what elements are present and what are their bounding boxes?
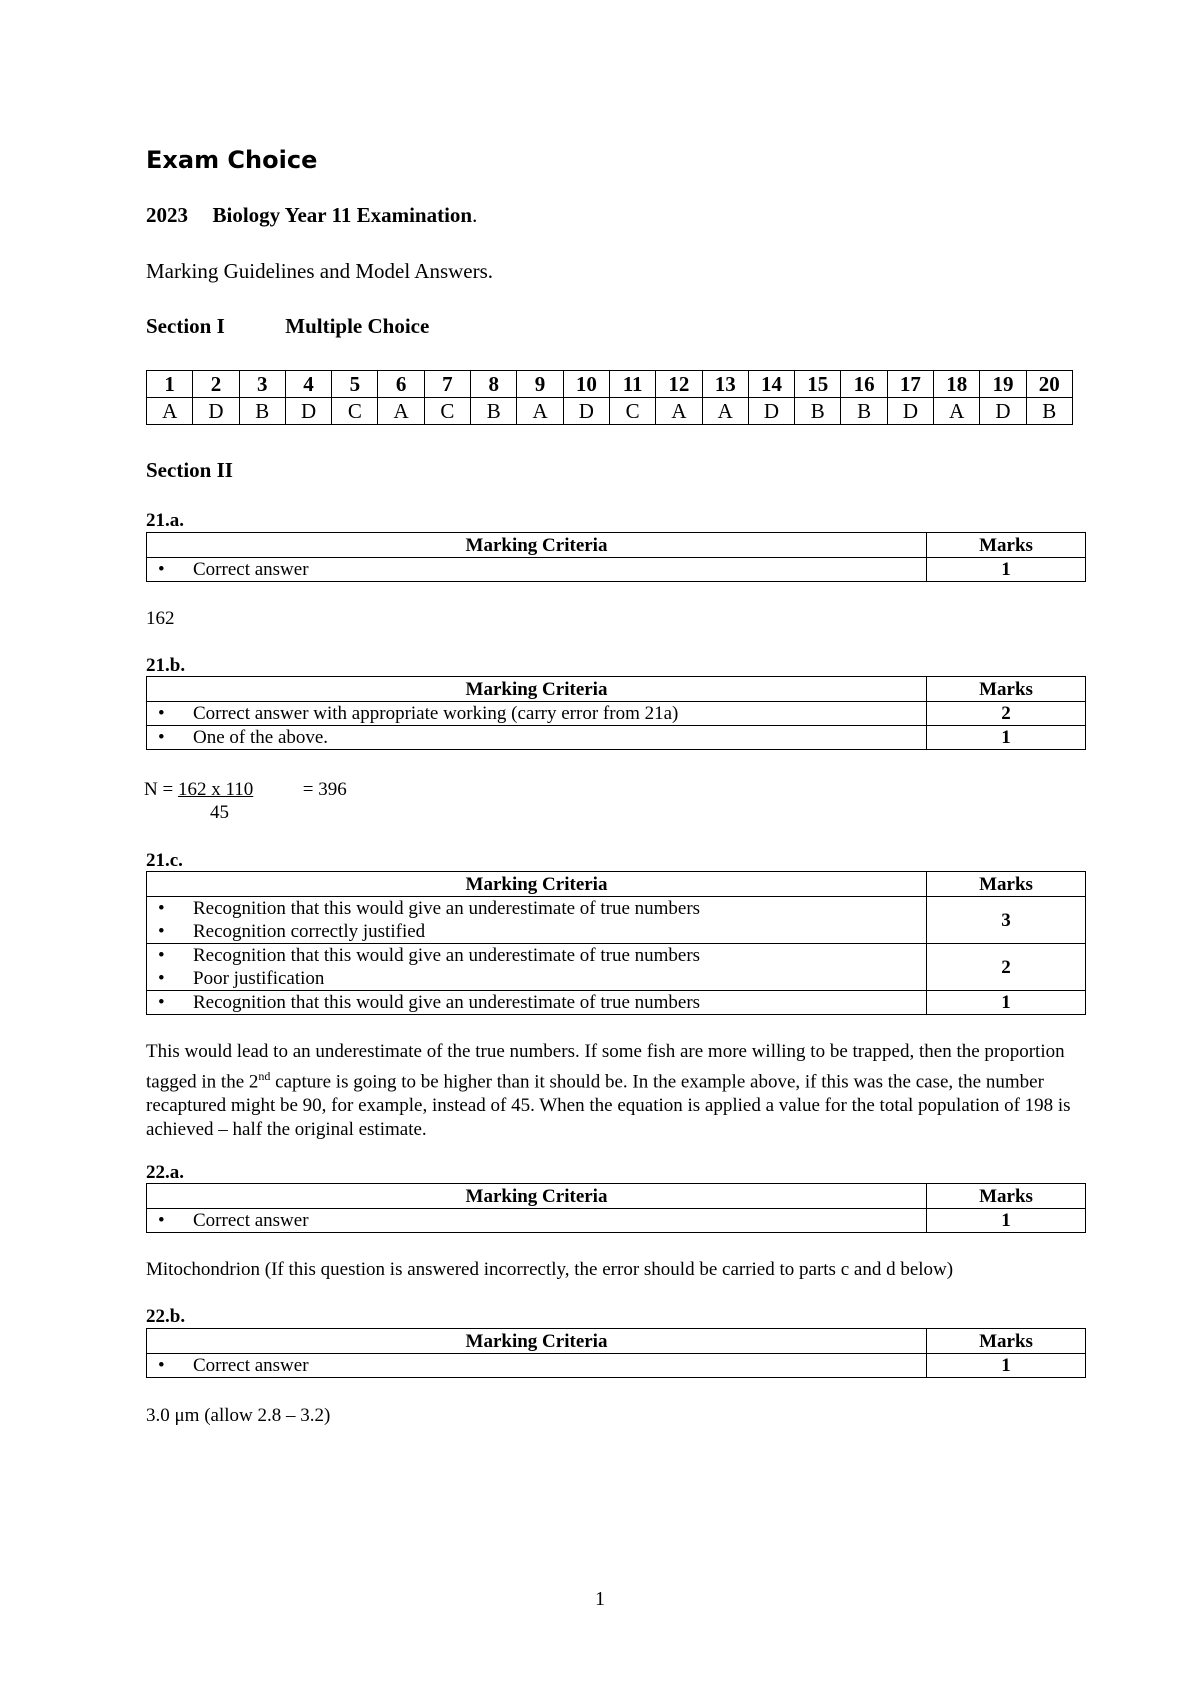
section1-heading bbox=[146, 314, 429, 339]
page-number: 1 bbox=[595, 1588, 605, 1610]
mc-answer: A bbox=[702, 398, 748, 425]
mc-answer: C bbox=[332, 398, 378, 425]
section2-heading: Section II bbox=[146, 458, 233, 482]
criteria-row bbox=[147, 1209, 1086, 1233]
mc-answer: B bbox=[795, 398, 841, 425]
criteria-row bbox=[147, 944, 1086, 991]
criteria-bullet: • One of the above. bbox=[193, 726, 926, 749]
criteria-cell bbox=[147, 558, 927, 582]
subtitle: Marking Guidelines and Model Answers. bbox=[146, 259, 494, 283]
criteria-cell bbox=[147, 991, 927, 1015]
mc-answer: C bbox=[424, 398, 470, 425]
exam-title: Biology Year 11 Examination bbox=[212, 203, 473, 227]
criteria-cell bbox=[147, 1354, 927, 1378]
mc-answer: C bbox=[609, 398, 655, 425]
marks-cell: 1 bbox=[927, 1209, 1086, 1233]
criteria-cell bbox=[147, 726, 927, 750]
criteria-cell bbox=[147, 897, 927, 944]
marks-cell: 3 bbox=[927, 897, 1086, 944]
mc-question-number: 6 bbox=[378, 371, 424, 398]
marking-criteria-table-21b bbox=[146, 676, 1086, 750]
marking-criteria-table-22b bbox=[146, 1328, 1086, 1378]
working-numerator: 162 x 110 bbox=[177, 779, 254, 800]
answer-22a: Mitochondrion (If this question is answered incorrectly, the error should be carried to parts c and d below) bbox=[146, 1259, 954, 1280]
mc-answer: D bbox=[193, 398, 239, 425]
mc-answer: A bbox=[378, 398, 424, 425]
criteria-cell bbox=[147, 1209, 927, 1233]
mc-question-number: 3 bbox=[239, 371, 285, 398]
working-prefix: N = bbox=[144, 779, 178, 800]
exam-title-line: 2023 Biology Year 11 Examination. bbox=[146, 203, 478, 227]
mc-question-number: 15 bbox=[795, 371, 841, 398]
mc-answer: D bbox=[748, 398, 794, 425]
criteria-cell bbox=[147, 944, 927, 991]
mc-answer: B bbox=[239, 398, 285, 425]
criteria-bullet: • Recognition correctly justified bbox=[193, 920, 926, 943]
answer-21c-superscript: nd bbox=[258, 1069, 271, 1083]
criteria-bullet: • Recognition that this would give an underestimate of true numbers bbox=[193, 897, 926, 920]
criteria-row bbox=[147, 558, 1086, 582]
mc-answer: A bbox=[934, 398, 980, 425]
criteria-row bbox=[147, 726, 1086, 750]
mc-answer: A bbox=[656, 398, 702, 425]
mc-question-number: 4 bbox=[285, 371, 331, 398]
section1-title: Multiple Choice bbox=[285, 314, 430, 338]
mc-question-number: 7 bbox=[424, 371, 470, 398]
criteria-bullet: • Poor justification bbox=[193, 967, 926, 990]
marking-criteria-table-21a bbox=[146, 532, 1086, 582]
answer-21b-working bbox=[144, 778, 1084, 802]
criteria-row bbox=[147, 702, 1086, 726]
mc-answer: A bbox=[147, 398, 193, 425]
mc-question-number: 13 bbox=[702, 371, 748, 398]
question-21b-label: 21.b. bbox=[146, 655, 186, 676]
marks-cell: 1 bbox=[927, 558, 1086, 582]
criteria-header: Marking Criteria bbox=[147, 1184, 927, 1209]
answer-21c bbox=[146, 1040, 1086, 1142]
criteria-header: Marking Criteria bbox=[147, 677, 927, 702]
mc-question-number: 8 bbox=[471, 371, 517, 398]
working-result: = 396 bbox=[302, 779, 347, 800]
exam-year: 2023 bbox=[146, 203, 188, 227]
question-22b-label: 22.b. bbox=[146, 1306, 186, 1327]
answer-21c-text-2: capture is going to be higher than it should be. In the example above, if this was the case, the number recaptured might be 90, for example, instead of 45. When the equation is applied a value for the total population of 198 is achieved – half the original estimate. bbox=[146, 1071, 1071, 1141]
mc-question-number: 17 bbox=[887, 371, 933, 398]
mc-question-number: 11 bbox=[609, 371, 655, 398]
question-22a-label: 22.a. bbox=[146, 1162, 184, 1183]
mc-question-number: 5 bbox=[332, 371, 378, 398]
criteria-header: Marking Criteria bbox=[147, 533, 927, 558]
criteria-row bbox=[147, 991, 1086, 1015]
marks-header: Marks bbox=[927, 872, 1086, 897]
section1-label: Section I bbox=[146, 314, 225, 338]
mc-answer: D bbox=[980, 398, 1026, 425]
mc-question-number: 12 bbox=[656, 371, 702, 398]
marks-header: Marks bbox=[927, 1329, 1086, 1354]
marking-criteria-table-22a bbox=[146, 1183, 1086, 1233]
mc-answer: B bbox=[471, 398, 517, 425]
criteria-bullet: • Correct answer with appropriate working (carry error from 21a) bbox=[193, 702, 926, 725]
mc-answer: B bbox=[1026, 398, 1072, 425]
marks-header: Marks bbox=[927, 677, 1086, 702]
mc-question-number: 14 bbox=[748, 371, 794, 398]
mc-answer: D bbox=[887, 398, 933, 425]
marks-cell: 1 bbox=[927, 991, 1086, 1015]
working-denominator: 45 bbox=[210, 802, 229, 823]
mc-question-number: 18 bbox=[934, 371, 980, 398]
criteria-cell bbox=[147, 702, 927, 726]
marks-header: Marks bbox=[927, 533, 1086, 558]
criteria-bullet: • Recognition that this would give an underestimate of true numbers bbox=[193, 991, 926, 1014]
criteria-header: Marking Criteria bbox=[147, 872, 927, 897]
marking-criteria-table-21c bbox=[146, 871, 1086, 1015]
mc-question-number: 9 bbox=[517, 371, 563, 398]
mc-question-number: 20 bbox=[1026, 371, 1072, 398]
marks-cell: 1 bbox=[927, 726, 1086, 750]
brand-title: Exam Choice bbox=[146, 146, 318, 174]
mc-answer: D bbox=[285, 398, 331, 425]
mc-question-number: 2 bbox=[193, 371, 239, 398]
question-21c-label: 21.c. bbox=[146, 850, 183, 871]
marks-header: Marks bbox=[927, 1184, 1086, 1209]
marks-cell: 2 bbox=[927, 702, 1086, 726]
mc-question-number: 10 bbox=[563, 371, 609, 398]
criteria-bullet: • Recognition that this would give an underestimate of true numbers bbox=[193, 944, 926, 967]
mc-question-number: 19 bbox=[980, 371, 1026, 398]
mc-answer: D bbox=[563, 398, 609, 425]
marks-cell: 1 bbox=[927, 1354, 1086, 1378]
answer-21a: 162 bbox=[146, 608, 175, 629]
marks-cell: 2 bbox=[927, 944, 1086, 991]
criteria-bullet: • Correct answer bbox=[193, 558, 926, 581]
answer-22b: 3.0 μm (allow 2.8 – 3.2) bbox=[146, 1405, 331, 1426]
mc-question-number: 16 bbox=[841, 371, 887, 398]
criteria-header: Marking Criteria bbox=[147, 1329, 927, 1354]
criteria-bullet: • Correct answer bbox=[193, 1354, 926, 1377]
criteria-row bbox=[147, 1354, 1086, 1378]
mc-answer: A bbox=[517, 398, 563, 425]
multiple-choice-answer-grid bbox=[146, 370, 1073, 425]
answer-21c-text-1: This would lead to an underestimate of the true numbers. If some fish are more willing to be trapped, then the proportion tagged in the 2 bbox=[146, 1041, 1065, 1093]
mc-question-number: 1 bbox=[147, 371, 193, 398]
criteria-row bbox=[147, 897, 1086, 944]
mc-answer: B bbox=[841, 398, 887, 425]
criteria-bullet: • Correct answer bbox=[193, 1209, 926, 1232]
question-21a-label: 21.a. bbox=[146, 510, 184, 531]
